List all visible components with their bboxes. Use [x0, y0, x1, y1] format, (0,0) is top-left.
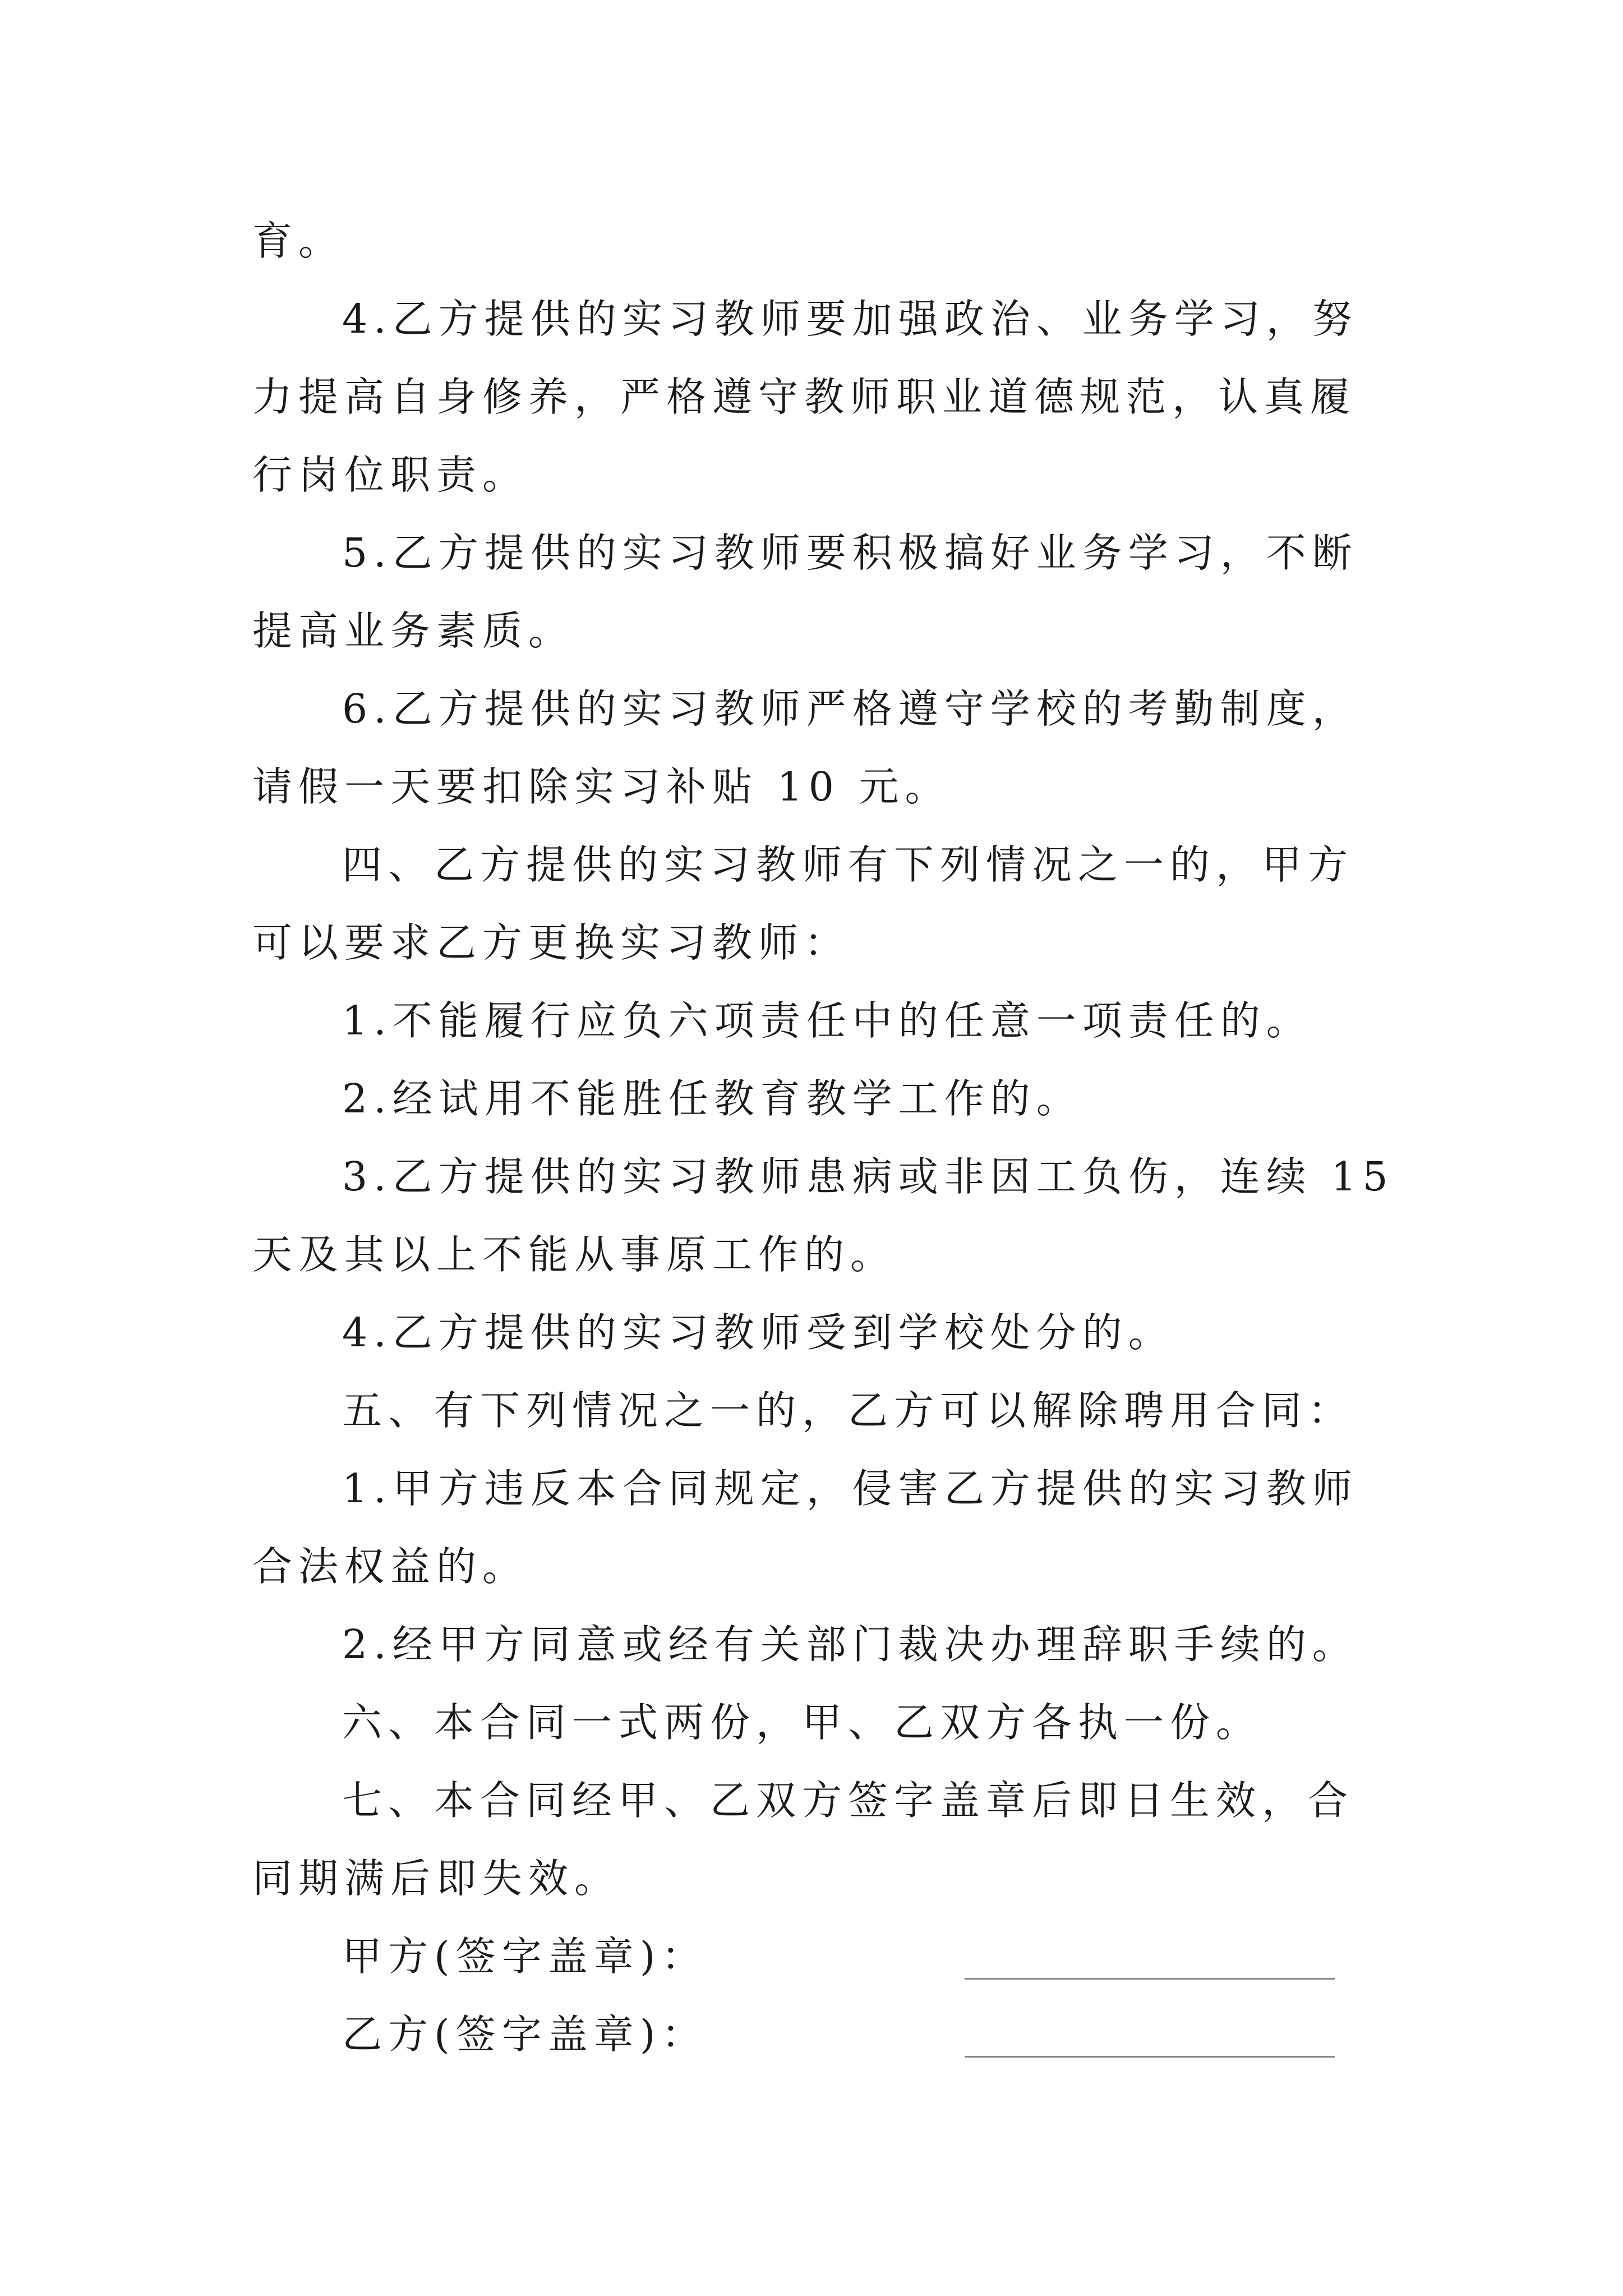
paragraph-clause-3-5: 5.乙方提供的实习教师要积极搞好业务学习，不断提高业务素质。: [252, 530, 1358, 654]
signature-row-party-a: [342, 1917, 1396, 1995]
paragraph-clause-4-4: 4.乙方提供的实习教师受到学校处分的。: [342, 1309, 1174, 1356]
paragraph-clause-4-2: 2.经试用不能胜任教育教学工作的。: [342, 1075, 1082, 1122]
party-a-signature-line: [965, 1978, 1335, 1980]
paragraph-clause-3-4: 4.乙方提供的实习教师要加强政治、业务学习，努力提高自身修养，严格遵守教师职业道德规范，认真履行岗位职责。: [252, 296, 1358, 498]
paragraph-clause-4-3: 3.乙方提供的实习教师患病或非因工负伤，连续 15 天及其以上不能从事原工作的。: [252, 1153, 1394, 1278]
paragraph-section-7: 七、本合同经甲、乙双方签字盖章后即日生效，合同期满后即失效。: [252, 1777, 1354, 1902]
party-b-signature-label: 乙方(签字盖章)：: [342, 2011, 708, 2058]
party-b-signature-line: [965, 2056, 1335, 2058]
paragraph-clause-3-6: 6.乙方提供的实习教师严格遵守学校的考勤制度，请假一天要扣除实习补贴 10 元。: [252, 685, 1358, 810]
paragraph-clause-4-1: 1.不能履行应负六项责任中的任意一项责任的。: [342, 997, 1312, 1044]
paragraph-clause-5-1: 1.甲方违反本合同规定，侵害乙方提供的实习教师合法权益的。: [252, 1465, 1358, 1590]
paragraph-section-6: 六、本合同一式两份，甲、乙双方各执一份。: [342, 1699, 1262, 1746]
paragraph-clause-5-2: 2.经甲方同意或经有关部门裁决办理辞职手续的。: [342, 1621, 1358, 1668]
paragraph-continuation: 育。: [252, 218, 345, 264]
signature-row-party-b: [342, 1995, 1396, 2073]
document-body: [252, 202, 1396, 2073]
paragraph-section-5: 五、有下列情况之一的，乙方可以解除聘用合同：: [342, 1387, 1354, 1434]
party-a-signature-label: 甲方(签字盖章)：: [342, 1933, 708, 1980]
paragraph-section-4: 四、乙方提供的实习教师有下列情况之一的，甲方可以要求乙方更换实习教师：: [252, 841, 1354, 966]
